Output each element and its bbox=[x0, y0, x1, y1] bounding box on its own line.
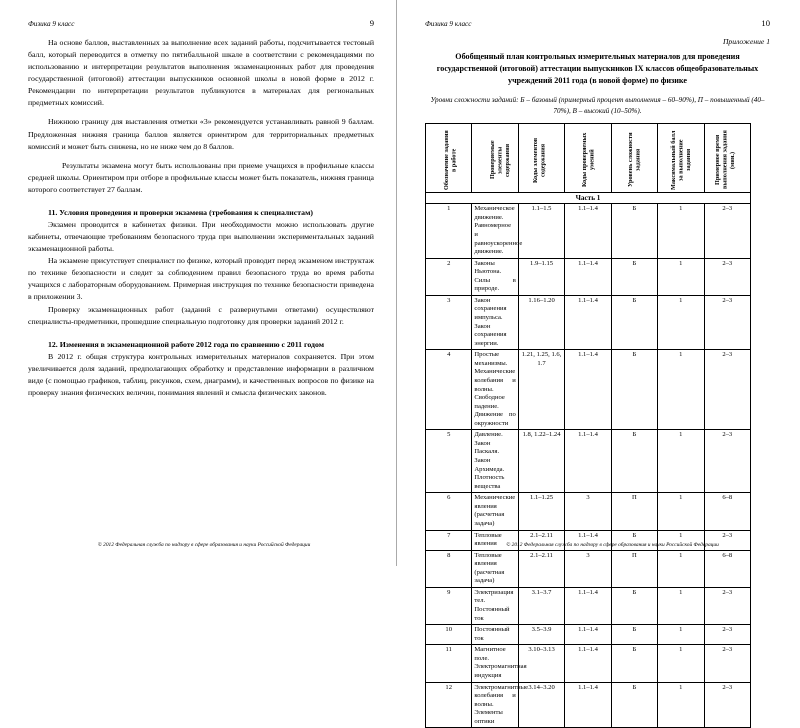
section-11-paragraph-3: Проверку экзаменационных работ (заданий с развернутыми ответами) осуществляют специалисты-предметники, прошедшие специальную подготовку для проверки заданий 2012 г. bbox=[28, 304, 374, 326]
cell-content-codes: 1.16–1.20 bbox=[518, 295, 564, 349]
cell-content: Электризация тел. Постоянный ток bbox=[472, 587, 518, 624]
cell-skill-codes: 1.1–1.4 bbox=[565, 295, 611, 349]
cell-task-number: 8 bbox=[426, 550, 472, 587]
table-row bbox=[426, 493, 751, 530]
page-number-left: 9 bbox=[369, 18, 374, 28]
section-12-heading: 12. Изменения в экзаменационной работе 2012 года по сравнению с 2011 годом bbox=[48, 339, 325, 349]
table-row bbox=[426, 258, 751, 295]
cell-content-codes: 3.10–3.13 bbox=[518, 645, 564, 682]
cell-difficulty-level: Б bbox=[611, 625, 657, 645]
cell-task-number: 12 bbox=[426, 682, 472, 728]
cell-content-codes: 2.1–2.11 bbox=[518, 550, 564, 587]
cell-content-codes: 1.1–1.25 bbox=[518, 493, 564, 530]
cell-max-score: 1 bbox=[658, 258, 704, 295]
cell-time: 2–3 bbox=[704, 430, 750, 493]
header-skill-codes bbox=[565, 124, 611, 193]
cell-content: Простые механизмы. Механические колебания и волны. Свободное падение. Движение по окружности bbox=[472, 350, 518, 430]
cell-max-score: 1 bbox=[658, 550, 704, 587]
table-row bbox=[426, 204, 751, 258]
table-row bbox=[426, 350, 751, 430]
header-max-score-label: Максимальный балл за выполнение задания bbox=[669, 130, 692, 191]
document-title: Обобщенный план контрольных измерительных материалов для проведения государственной (итоговой) аттестации выпускников IX классов общеобразовательных учреждений 2011 года (в новой форме) по физике bbox=[436, 52, 759, 86]
table-row bbox=[426, 625, 751, 645]
cell-skill-codes: 1.1–1.4 bbox=[565, 587, 611, 624]
cell-content-codes: 1.8, 1.22–1.24 bbox=[518, 430, 564, 493]
cell-max-score: 1 bbox=[658, 645, 704, 682]
cell-max-score: 1 bbox=[658, 295, 704, 349]
cell-max-score: 1 bbox=[658, 430, 704, 493]
footer-left: © 2012 Федеральная служба по надзору в сфере образования и науки Российской Федерации bbox=[97, 542, 311, 548]
cell-time: 2–3 bbox=[704, 587, 750, 624]
cell-time: 6–8 bbox=[704, 493, 750, 530]
running-head-title-left: Физика 9 класс bbox=[28, 20, 75, 28]
cell-content-codes: 1.9–1.15 bbox=[518, 258, 564, 295]
cell-content-codes: 3.1–3.7 bbox=[518, 587, 564, 624]
cell-skill-codes: 1.1–1.4 bbox=[565, 430, 611, 493]
cell-max-score: 1 bbox=[658, 682, 704, 728]
cell-difficulty-level: П bbox=[611, 493, 657, 530]
cell-difficulty-level: Б bbox=[611, 295, 657, 349]
cell-content-codes: 3.5–3.9 bbox=[518, 625, 564, 645]
cell-content: Постоянный ток bbox=[472, 625, 518, 645]
header-time-label: Примерное время выполнения задания (мин.) bbox=[714, 130, 737, 190]
running-head-left bbox=[28, 18, 374, 28]
header-content-codes bbox=[518, 124, 564, 193]
cell-content: Механические явления (расчетная задача) bbox=[472, 493, 518, 530]
cell-max-score: 1 bbox=[658, 587, 704, 624]
header-max-score bbox=[658, 124, 704, 193]
cell-task-number: 2 bbox=[426, 258, 472, 295]
header-content-elements-label: Проверяемые элементы содержания bbox=[489, 141, 511, 180]
cell-task-number: 7 bbox=[426, 530, 472, 550]
cell-time: 2–3 bbox=[704, 295, 750, 349]
cell-skill-codes: 1.1–1.4 bbox=[565, 682, 611, 728]
cell-content: Тепловые явления (расчетная задача) bbox=[472, 550, 518, 587]
cell-content-codes: 3.14–3.20 bbox=[518, 682, 564, 728]
paragraph-2: Нижнюю границу для выставления отметки «3» рекомендуется устанавливать равной 9 баллам. Предложенная нижняя граница баллов является ориентиром для территориальных предметных комиссий и может быть снижена, но не ниже чем до 8 баллов. bbox=[28, 117, 374, 151]
cell-skill-codes: 1.1–1.4 bbox=[565, 530, 611, 550]
header-task-number bbox=[426, 124, 472, 193]
cell-max-score: 1 bbox=[658, 350, 704, 430]
cell-difficulty-level: Б bbox=[611, 530, 657, 550]
cell-difficulty-level: Б bbox=[611, 645, 657, 682]
cell-skill-codes: 1.1–1.4 bbox=[565, 645, 611, 682]
paragraph-1: На основе баллов, выставленных за выполнение всех заданий работы, подсчитывается тестовый балл, который переводится в отметку по пятибалльной шкале в соответствии с рекомендациями по использованию и интерпретации результатов выполнения экзаменационных работ для проведения государственной (итоговой) аттестации выпускников основной школы в новой форме в 2012 г. Рекомендации по интерпретации результатов публикуются в материалах для региональных предметных комиссий. bbox=[28, 38, 374, 108]
cell-content: Магнитное поле. Электромагнитная индукция bbox=[472, 645, 518, 682]
cell-difficulty-level: Б bbox=[611, 204, 657, 258]
cell-skill-codes: 1.1–1.4 bbox=[565, 204, 611, 258]
plan-table-header-row bbox=[426, 124, 751, 193]
cell-task-number: 10 bbox=[426, 625, 472, 645]
page-number-right: 10 bbox=[761, 18, 770, 28]
cell-time: 2–3 bbox=[704, 530, 750, 550]
cell-content: Механическое движение. Равномерное и равноускоренное движение. bbox=[472, 204, 518, 258]
header-skill-codes-label: Коды проверяемых умений bbox=[580, 133, 596, 188]
section-12-paragraph-1: В 2012 г. общая структура контрольных измерительных материалов сохраняется. При этом увеличивается доля заданий, предполагающих обработку и представление информации в различном виде (с помощью графиков, таблиц, рисунков, схем, диаграмм), и качественных вопросов по физике на проверку знания физических величин, понимания явлений и смысла физических законов. bbox=[28, 351, 374, 398]
cell-content: Законы Ньютона. Силы в природе. bbox=[472, 258, 518, 295]
cell-content: Давление. Закон Паскаля. Закон Архимеда. Плотность вещества bbox=[472, 430, 518, 493]
appendix-label: Приложение 1 bbox=[722, 37, 770, 46]
section-11-paragraph-2: На экзамене присутствует специалист по физике, который проводит перед экзаменом инструктаж по технике безопасности и следит за соблюдением правил безопасного труда во время работы учащихся с лабораторным оборудованием. Примерная инструкция по технике безопасности приведена в приложении 3. bbox=[28, 256, 374, 302]
paragraph-3: Результаты экзамена могут быть использованы при приеме учащихся в профильные классы средней школы. Ориентиром при отборе в профильные классы может быть показатель, нижняя граница которого соответствует 27 баллам. bbox=[28, 160, 374, 194]
running-head-right bbox=[425, 18, 770, 28]
cell-task-number: 5 bbox=[426, 430, 472, 493]
cell-content-codes: 2.1–2.11 bbox=[518, 530, 564, 550]
page-right bbox=[396, 0, 800, 725]
cell-content: Электромагнитные колебания и волны. Элементы оптики bbox=[472, 682, 518, 728]
header-task-number-label: Обозначение задания в работе bbox=[442, 130, 458, 191]
levels-note: Уровни сложности заданий: Б – базовый (примерный процент выполнения – 60–90%), П – повышенный (40–70%), В – высокий (10–50%). bbox=[430, 96, 765, 115]
cell-content-codes: 1.21, 1.25, 1.6, 1.7 bbox=[518, 350, 564, 430]
page-left bbox=[0, 0, 396, 566]
header-content-codes-label: Коды элементов содержания bbox=[531, 137, 546, 183]
cell-task-number: 3 bbox=[426, 295, 472, 349]
table-row bbox=[426, 550, 751, 587]
cell-skill-codes: 3 bbox=[565, 493, 611, 530]
cell-time: 2–3 bbox=[704, 682, 750, 728]
cell-content-codes: 1.1–1.5 bbox=[518, 204, 564, 258]
plan-table bbox=[425, 123, 751, 728]
part-label: Часть 1 bbox=[426, 193, 751, 204]
header-difficulty-level bbox=[611, 124, 657, 193]
cell-difficulty-level: Б bbox=[611, 430, 657, 493]
table-row bbox=[426, 682, 751, 728]
cell-difficulty-level: Б bbox=[611, 587, 657, 624]
cell-task-number: 4 bbox=[426, 350, 472, 430]
cell-task-number: 9 bbox=[426, 587, 472, 624]
cell-skill-codes: 1.1–1.4 bbox=[565, 625, 611, 645]
table-row bbox=[426, 587, 751, 624]
section-11-paragraph-1: Экзамен проводится в кабинетах физики. При необходимости можно использовать другие кабинеты, отвечающие требованиям безопасного труда при выполнении экспериментальных заданий экзаменационной работы. bbox=[28, 220, 374, 254]
cell-skill-codes: 3 bbox=[565, 550, 611, 587]
cell-difficulty-level: Б bbox=[611, 350, 657, 430]
cell-max-score: 1 bbox=[658, 625, 704, 645]
part-separator-row bbox=[426, 193, 751, 204]
running-head-title-right: Физика 9 класс bbox=[425, 20, 472, 28]
cell-time: 2–3 bbox=[704, 625, 750, 645]
cell-time: 2–3 bbox=[704, 645, 750, 682]
cell-content: Закон сохранения импульса. Закон сохранения энергии. bbox=[472, 295, 518, 349]
table-row bbox=[426, 295, 751, 349]
plan-table-head bbox=[426, 124, 751, 193]
cell-task-number: 6 bbox=[426, 493, 472, 530]
cell-skill-codes: 1.1–1.4 bbox=[565, 258, 611, 295]
cell-time: 2–3 bbox=[704, 350, 750, 430]
cell-difficulty-level: П bbox=[611, 550, 657, 587]
header-content-elements bbox=[472, 124, 518, 193]
cell-difficulty-level: Б bbox=[611, 258, 657, 295]
cell-content: Тепловые явления bbox=[472, 530, 518, 550]
cell-difficulty-level: Б bbox=[611, 682, 657, 728]
cell-max-score: 1 bbox=[658, 530, 704, 550]
cell-time: 2–3 bbox=[704, 204, 750, 258]
cell-time: 2–3 bbox=[704, 258, 750, 295]
section-11-heading: 11. Условия проведения и проверки экзамена (требования к специалистам) bbox=[48, 207, 313, 217]
cell-task-number: 11 bbox=[426, 645, 472, 682]
header-time bbox=[704, 124, 750, 193]
footer-right: © 2012 Федеральная служба по надзору в сфере образования и науки Российской Федерации bbox=[506, 542, 719, 548]
cell-task-number: 1 bbox=[426, 204, 472, 258]
table-row bbox=[426, 645, 751, 682]
header-difficulty-level-label: Уровень сложности задания bbox=[627, 133, 642, 188]
cell-max-score: 1 bbox=[658, 493, 704, 530]
cell-time: 6–8 bbox=[704, 550, 750, 587]
plan-table-body bbox=[426, 193, 751, 728]
cell-max-score: 1 bbox=[658, 204, 704, 258]
cell-skill-codes: 1.1–1.4 bbox=[565, 350, 611, 430]
table-row bbox=[426, 430, 751, 493]
